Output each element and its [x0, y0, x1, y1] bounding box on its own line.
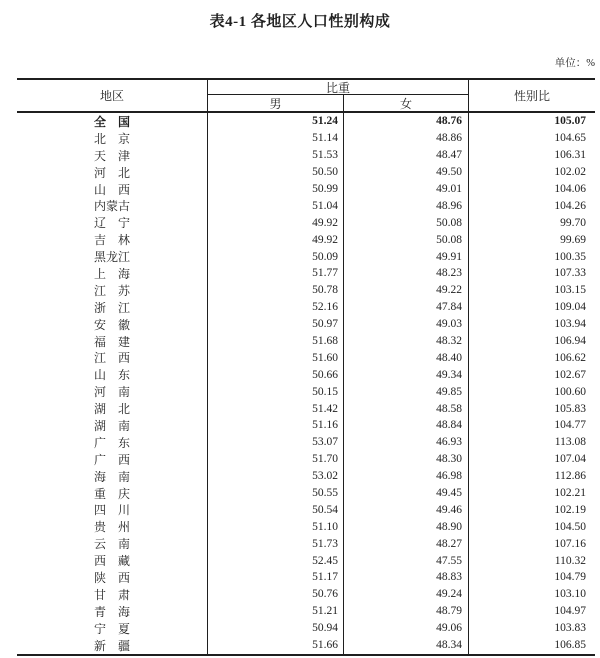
female-share-cell: 48.84 [436, 419, 462, 432]
region-name: 天 津 [93, 148, 130, 163]
header-proportion: 比重 [208, 80, 468, 95]
table-row [17, 130, 595, 147]
female-share-cell: 48.23 [436, 267, 462, 280]
region-cell [17, 214, 208, 231]
region-name: 安 徽 [93, 317, 130, 332]
female-share-cell: 48.30 [436, 453, 462, 466]
region-name: 新 疆 [93, 638, 130, 653]
region-cell [17, 316, 208, 333]
table-row [17, 569, 595, 586]
sex-ratio-cell: 99.70 [468, 214, 595, 231]
sex-ratio-cell: 109.04 [468, 299, 595, 316]
region-cell [17, 197, 208, 214]
female-share-cell: 48.47 [436, 149, 462, 162]
region-name: 贵 州 [93, 520, 130, 535]
table-row [17, 451, 595, 468]
female-share-cell: 48.90 [436, 520, 462, 533]
male-share-cell: 51.53 [208, 147, 344, 164]
female-share-cell: 49.46 [436, 503, 462, 516]
region-name: 青 海 [93, 604, 130, 619]
table-row [17, 586, 595, 603]
region-name: 内蒙古 [93, 199, 130, 214]
sex-ratio-cell: 104.26 [468, 197, 595, 214]
female-share-cell: 48.86 [436, 132, 462, 145]
female-share-cell: 48.79 [436, 605, 462, 618]
female-share-cell: 48.27 [436, 537, 462, 550]
region-cell [17, 164, 208, 181]
male-share-cell: 50.54 [208, 501, 344, 518]
table-row [17, 637, 595, 654]
sex-ratio-cell: 104.50 [468, 518, 595, 535]
table-row [17, 400, 595, 417]
female-share-cell: 49.91 [436, 250, 462, 263]
table-row [17, 231, 595, 248]
region-name: 广 东 [93, 435, 130, 450]
table-row [17, 417, 595, 434]
table-row [17, 552, 595, 569]
region-cell [17, 383, 208, 400]
male-share-cell: 51.10 [208, 518, 344, 535]
table-body [17, 113, 595, 654]
region-cell [17, 451, 208, 468]
region-name: 北 京 [93, 131, 130, 146]
sex-ratio-cell: 106.31 [468, 147, 595, 164]
male-share-cell: 53.02 [208, 468, 344, 485]
table-row [17, 366, 595, 383]
region-cell [17, 299, 208, 316]
region-cell [17, 282, 208, 299]
region-cell [17, 181, 208, 198]
female-share-cell: 48.76 [436, 115, 462, 128]
sex-ratio-cell: 103.15 [468, 282, 595, 299]
male-share-cell: 50.15 [208, 383, 344, 400]
male-share-cell: 53.07 [208, 434, 344, 451]
male-share-cell: 50.66 [208, 366, 344, 383]
female-share-cell: 48.32 [436, 335, 462, 348]
sex-ratio-cell: 107.04 [468, 451, 595, 468]
header-sex-ratio: 性别比 [468, 80, 595, 111]
male-share-cell: 51.16 [208, 417, 344, 434]
region-cell [17, 113, 208, 130]
male-share-cell: 50.94 [208, 620, 344, 637]
region-cell [17, 333, 208, 350]
sex-ratio-cell: 102.19 [468, 501, 595, 518]
male-share-cell: 50.50 [208, 164, 344, 181]
female-share-cell: 49.85 [436, 385, 462, 398]
female-share-cell: 48.40 [436, 351, 462, 364]
table-row [17, 113, 595, 130]
female-share-cell: 49.01 [436, 183, 462, 195]
sex-ratio-cell: 100.60 [468, 383, 595, 400]
sex-ratio-cell: 107.16 [468, 535, 595, 552]
sex-ratio-cell: 112.86 [468, 468, 595, 485]
table-row [17, 299, 595, 316]
sex-ratio-cell: 113.08 [468, 434, 595, 451]
female-share-cell: 48.96 [436, 199, 462, 212]
table-row [17, 333, 595, 350]
male-share-cell: 52.16 [208, 299, 344, 316]
sex-ratio-cell: 100.35 [468, 248, 595, 265]
table-row [17, 603, 595, 620]
female-share-cell: 49.34 [436, 368, 462, 381]
female-share-cell: 46.93 [436, 436, 462, 449]
unit-label: 单位：% [554, 58, 595, 69]
region-cell [17, 434, 208, 451]
region-cell [17, 130, 208, 147]
sex-ratio-cell: 104.65 [468, 130, 595, 147]
region-cell [17, 501, 208, 518]
header-male: 男 [208, 95, 344, 111]
table-row [17, 214, 595, 231]
region-name: 江 苏 [93, 283, 130, 298]
region-name: 海 南 [93, 469, 130, 484]
sex-ratio-cell: 106.62 [468, 349, 595, 366]
region-cell [17, 637, 208, 654]
female-share-cell: 48.58 [436, 402, 462, 415]
region-cell [17, 586, 208, 603]
table-row [17, 485, 595, 502]
sex-ratio-cell: 102.21 [468, 485, 595, 502]
region-name: 上 海 [93, 266, 130, 281]
region-cell [17, 248, 208, 265]
sex-ratio-cell: 103.10 [468, 586, 595, 603]
table-row [17, 501, 595, 518]
region-name: 福 建 [93, 334, 130, 349]
table-row [17, 181, 595, 198]
male-share-cell: 50.78 [208, 282, 344, 299]
region-cell [17, 485, 208, 502]
table-row [17, 164, 595, 181]
male-share-cell: 51.70 [208, 451, 344, 468]
region-name: 全 国 [93, 114, 130, 129]
male-share-cell: 51.68 [208, 333, 344, 350]
header-region: 地区 [17, 80, 208, 111]
region-cell [17, 620, 208, 637]
female-share-cell: 47.84 [436, 301, 462, 314]
table-row [17, 620, 595, 637]
region-name: 宁 夏 [93, 621, 130, 636]
sex-ratio-cell: 107.33 [468, 265, 595, 282]
region-name: 湖 南 [93, 418, 130, 433]
female-share-cell: 49.06 [436, 622, 462, 635]
female-share-cell: 48.83 [436, 571, 462, 584]
male-share-cell: 49.92 [208, 231, 344, 248]
region-name: 甘 肃 [93, 587, 130, 602]
region-cell [17, 468, 208, 485]
male-share-cell: 51.66 [208, 637, 344, 654]
region-name: 吉 林 [93, 233, 130, 248]
male-share-cell: 51.73 [208, 535, 344, 552]
male-share-cell: 51.77 [208, 265, 344, 282]
male-share-cell: 50.55 [208, 485, 344, 502]
female-share-cell: 49.45 [436, 487, 462, 500]
region-cell [17, 518, 208, 535]
region-name: 黑龙江 [93, 250, 130, 265]
region-name: 重 庆 [93, 486, 130, 501]
male-share-cell: 51.24 [208, 113, 344, 130]
region-cell [17, 147, 208, 164]
female-share-cell: 50.08 [436, 216, 462, 229]
female-share-cell: 48.34 [436, 639, 462, 652]
table-row [17, 197, 595, 214]
male-share-cell: 51.42 [208, 400, 344, 417]
sex-ratio-cell: 104.79 [468, 569, 595, 586]
table-row [17, 282, 595, 299]
table-row [17, 316, 595, 333]
region-name: 四 川 [93, 503, 130, 518]
region-cell [17, 417, 208, 434]
table-row [17, 248, 595, 265]
table-row [17, 434, 595, 451]
region-name: 云 南 [93, 537, 130, 552]
sex-ratio-cell: 105.83 [468, 400, 595, 417]
region-name: 河 北 [93, 165, 130, 180]
sex-ratio-cell: 102.67 [468, 366, 595, 383]
female-share-cell: 47.55 [436, 554, 462, 567]
region-cell [17, 349, 208, 366]
region-cell [17, 552, 208, 569]
sex-ratio-cell: 99.69 [468, 231, 595, 248]
sex-ratio-cell: 105.07 [468, 113, 595, 130]
sex-ratio-cell: 104.97 [468, 603, 595, 620]
table-row [17, 518, 595, 535]
male-share-cell: 51.04 [208, 197, 344, 214]
sex-ratio-cell: 106.85 [468, 637, 595, 654]
region-cell [17, 231, 208, 248]
female-share-cell: 50.08 [436, 233, 462, 246]
male-share-cell: 49.92 [208, 214, 344, 231]
region-name: 辽 宁 [93, 216, 130, 231]
region-name: 陕 西 [93, 571, 130, 585]
region-cell [17, 265, 208, 282]
region-name: 江 西 [93, 351, 130, 366]
female-share-cell: 49.22 [436, 284, 462, 297]
region-name: 浙 江 [93, 300, 130, 315]
sex-ratio-cell: 103.94 [468, 316, 595, 333]
sex-ratio-cell: 110.32 [468, 552, 595, 569]
table-row [17, 147, 595, 164]
table-row [17, 349, 595, 366]
region-name: 广 西 [93, 452, 130, 467]
region-name: 河 南 [93, 385, 130, 400]
female-share-cell: 46.98 [436, 470, 462, 483]
sex-ratio-cell: 104.77 [468, 417, 595, 434]
female-share-cell: 49.50 [436, 166, 462, 179]
male-share-cell: 50.99 [208, 181, 344, 198]
sex-ratio-cell: 102.02 [468, 164, 595, 181]
region-name: 西 藏 [93, 554, 130, 569]
male-share-cell: 50.97 [208, 316, 344, 333]
region-name: 湖 北 [93, 402, 130, 417]
male-share-cell: 50.76 [208, 586, 344, 603]
table-row [17, 383, 595, 400]
region-cell [17, 603, 208, 620]
male-share-cell: 52.45 [208, 552, 344, 569]
table-row [17, 535, 595, 552]
header-female: 女 [399, 96, 412, 111]
region-name: 山 西 [93, 182, 130, 197]
sex-ratio-cell: 104.06 [468, 181, 595, 198]
region-cell [17, 400, 208, 417]
female-share-cell: 49.03 [436, 318, 462, 331]
female-share-cell: 49.24 [436, 588, 462, 601]
page-title: 表4-1 各地区人口性别构成 [209, 14, 391, 30]
table-header [17, 80, 595, 113]
region-name: 山 东 [93, 368, 130, 383]
sex-ratio-cell: 103.83 [468, 620, 595, 637]
male-share-cell: 51.14 [208, 130, 344, 147]
male-share-cell: 50.09 [208, 248, 344, 265]
region-cell [17, 366, 208, 383]
male-share-cell: 51.21 [208, 603, 344, 620]
table-row [17, 468, 595, 485]
region-cell [17, 569, 208, 586]
table-row [17, 265, 595, 282]
male-share-cell: 51.17 [208, 569, 344, 586]
male-share-cell: 51.60 [208, 349, 344, 366]
region-cell [17, 535, 208, 552]
data-table [17, 78, 595, 656]
sex-ratio-cell: 106.94 [468, 333, 595, 350]
